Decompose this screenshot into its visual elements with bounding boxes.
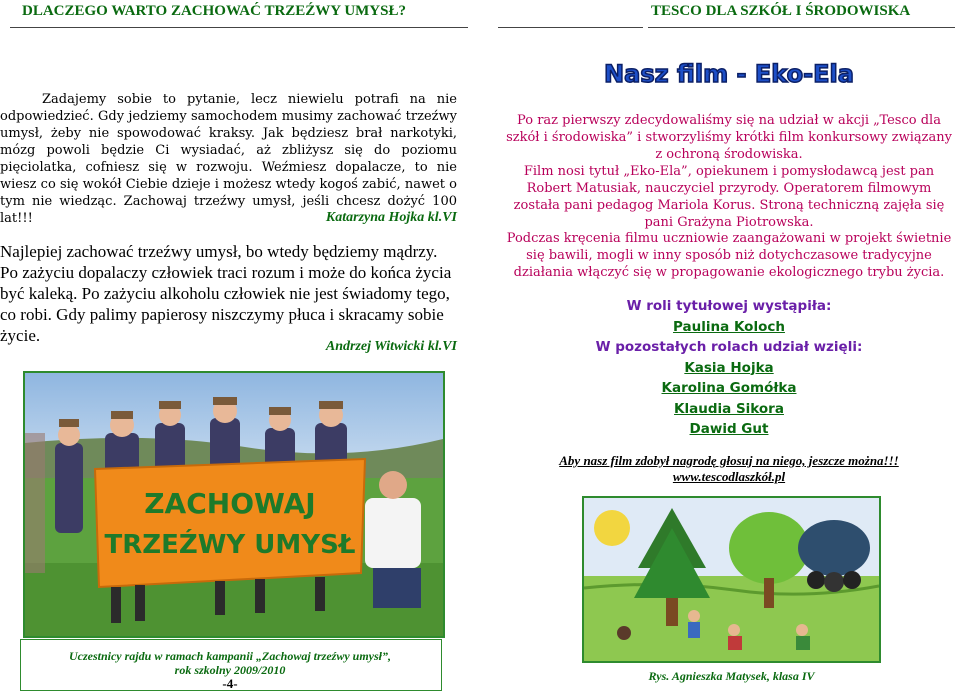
cast-name: Kasia Hojka bbox=[684, 359, 774, 376]
banner-line-1: ZACHOWAJ bbox=[144, 487, 316, 520]
drawing-caption: Rys. Agnieszka Matysek, klasa IV bbox=[648, 669, 815, 683]
group-photo bbox=[23, 371, 445, 638]
cast-name: Karolina Gomółka bbox=[661, 380, 797, 396]
banner-line-2: TRZEŹWY UMYSŁ bbox=[104, 530, 356, 560]
essay-paragraph-2: Najlepiej zachować trzeźwy umysł, bo wtedy będziemy mądrzy. Po zażyciu dopalaczy człowiek traci rozum i może do końca życia być kaleką. Po zażyciu alkoholu człowiek nie jest świadomy tego, co robi. Gdy palimy papierosy niszczymy płuca i skracamy sobie życie. bbox=[0, 242, 452, 345]
cast-name: Klaudia Sikora bbox=[674, 400, 784, 417]
group-photo-scene bbox=[25, 373, 443, 636]
film-paragraph-3: Podczas kręcenia filmu uczniowie zaangażowani w projekt świetnie się bawili, mogli w inny sposób niż dotychczasowe tradycyjne działania włączyć się w propagowanie ekologicznego trybu życia. bbox=[506, 231, 952, 280]
header-rule-left bbox=[10, 27, 468, 28]
signature-hojka: Katarzyna Hojka kl.VI bbox=[325, 210, 457, 225]
film-paragraph-2: Film nosi tytuł „Eko-Ela”, opiekunem i pomysłodawcą jest pan Robert Matusiak, nauczyciel przyrody. Operatorem filmowym została pani pedagog Mariola Korus. Stroną techniczną zajęła się pani Grażyna Piotrowska. bbox=[513, 164, 945, 230]
childs-drawing bbox=[582, 496, 881, 663]
header-rule-mid bbox=[498, 27, 643, 28]
essay-paragraph-1: Zadajemy sobie to pytanie, lecz niewielu potrafi na nie odpowiedzieć. Gdy jedziemy samochodem musimy zachować trzeźwy umysł, żeby nie spowodować kraksy. Jak będziesz brał narkotyki, mózg powoli będzie Ci wysiadać, aż zbliżysz się do poziomu pięciolatka, cofniesz się w rozwoju. Weźmiesz dopalacze, to nie wiesz co się wokół Ciebie dzieje i możesz wtedy kogoś zabić, nawet o tym nie wiedząc. Zachowaj trzeźwy umysł, jeśli chcesz dożyć 100 lat!!! bbox=[0, 92, 457, 226]
film-paragraph-1: Po raz pierwszy zdecydowaliśmy się na udział w akcji „Tesco dla szkół i środowiska” i stworzyliśmy krótki film konkursowy związany z ochroną środowiska. bbox=[506, 113, 952, 162]
cast-lead-name: Paulina Koloch bbox=[673, 318, 785, 335]
photo-caption-line-1: Uczestnicy rajdu w ramach kampanii „Zachowaj trzeźwy umysł”, bbox=[68, 649, 392, 663]
cast-heading-lead: W roli tytułowej wystąpiła: bbox=[626, 298, 832, 314]
header-rule-right bbox=[648, 27, 955, 28]
cast-list bbox=[503, 296, 955, 440]
page-number: -4- bbox=[222, 676, 238, 691]
contest-website-link[interactable]: www.tescodlaszkół.pl bbox=[672, 469, 786, 484]
signature-witwicki: Andrzej Witwicki kl.VI bbox=[325, 339, 457, 354]
wordart-title bbox=[598, 48, 860, 92]
wordart-text: Nasz film - Eko-Ela bbox=[604, 60, 854, 88]
drawing-scene bbox=[584, 498, 879, 661]
photo-caption-line-2: rok szkolny 2009/2010 bbox=[174, 663, 286, 677]
cast-heading-others: W pozostałych rolach udział wzięli: bbox=[595, 339, 863, 355]
right-page-title: TESCO DLA SZKÓŁ I ŚRODOWISKA bbox=[651, 3, 911, 19]
vote-appeal: Aby nasz film zdobył nagrodę głosuj na niego, jeszcze można!!! bbox=[559, 453, 899, 468]
cast-name: Dawid Gut bbox=[689, 421, 769, 437]
left-page-title: DLACZEGO WARTO ZACHOWAĆ TRZEŹWY UMYSŁ? bbox=[22, 3, 406, 19]
